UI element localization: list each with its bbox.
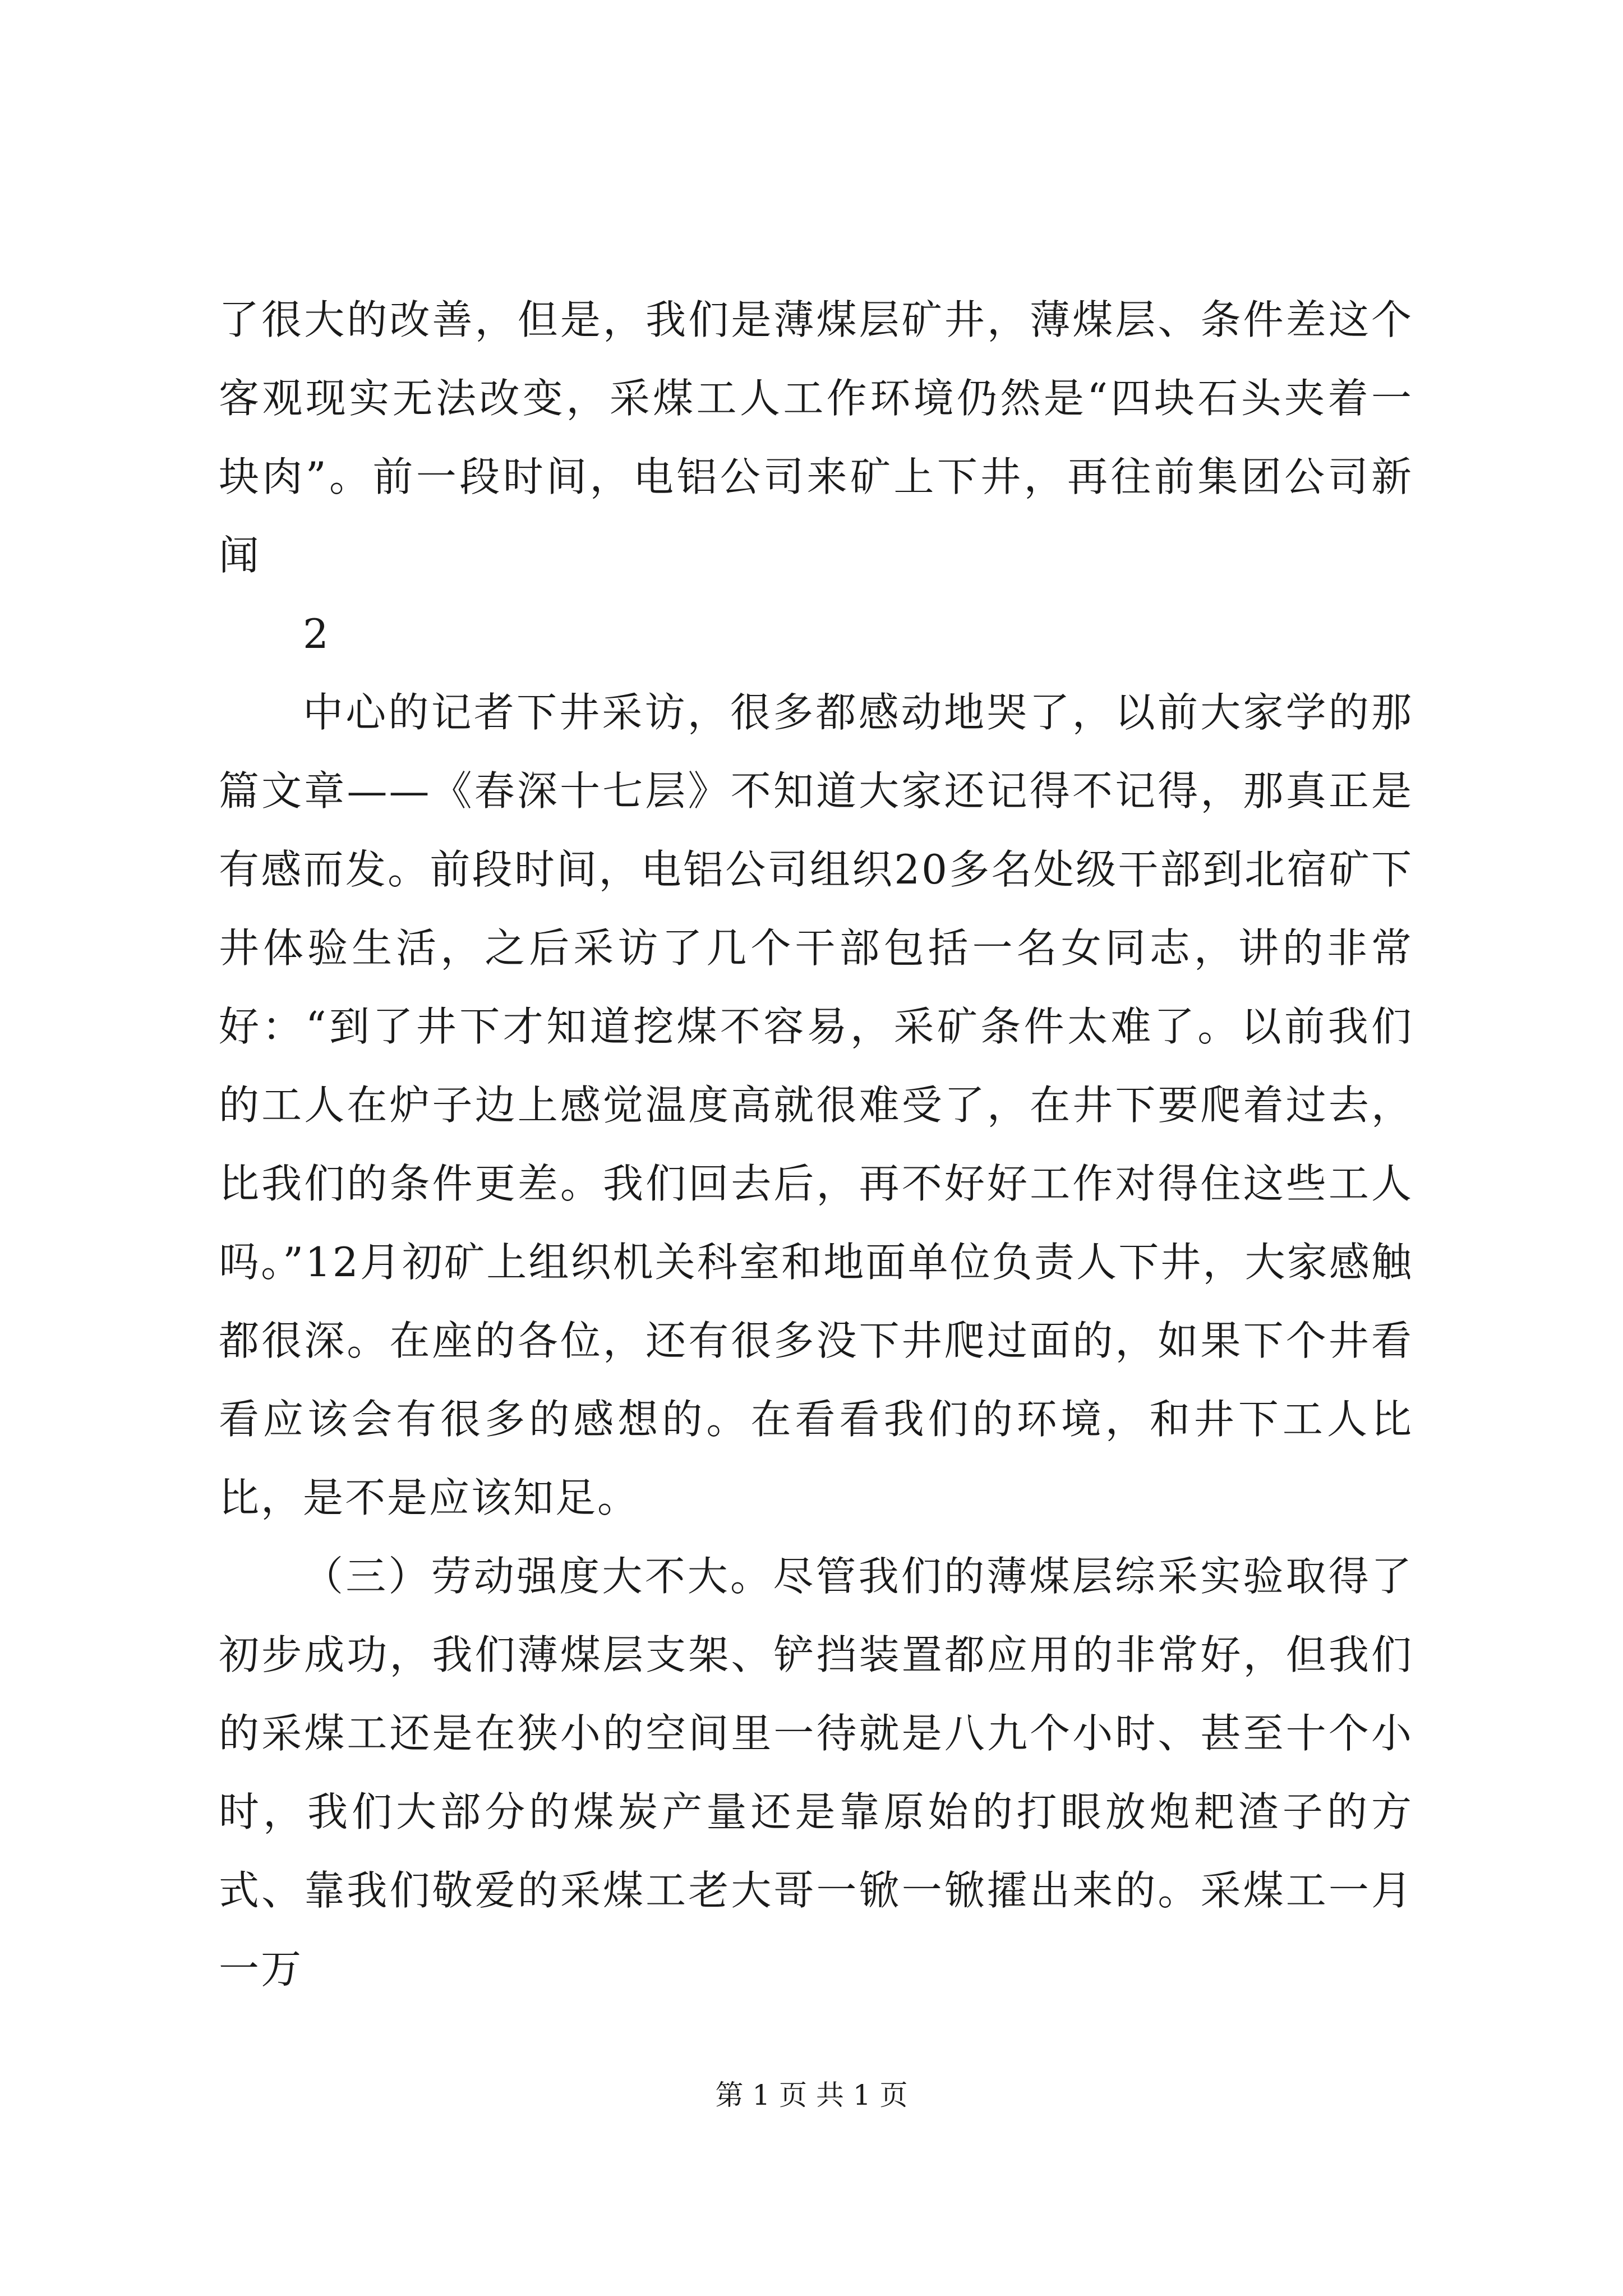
inline-page-number: 2 <box>303 610 329 657</box>
paragraph-labor-intensity: （三）劳动强度大不大。尽管我们的薄煤层综采实验取得了初步成功，我们薄煤层支架、铲挡装置都应用的非常好，但我们的采煤工还是在狭小的空间里一待就是八九个小时、甚至十个小时，我们大部分的煤炭产量还是靠原始的打眼放炮耙渣子的方式、靠我们敬爱的采煤工老大哥一锨一锨攉出来的。采煤工一月一万 <box>219 1553 1413 1993</box>
page-footer: 第 1 页 共 1 页 <box>715 2079 908 2111</box>
paragraph-continued: 了很大的改善，但是，我们是薄煤层矿井，薄煤层、条件差这个客观现实无法改变，采煤工人工作环境仍然是“四块石头夹着一块肉”。前一段时间，电铝公司来矿上下井，再往前集团公司新闻 <box>219 296 1413 579</box>
document-body <box>219 280 1413 2008</box>
paragraph-reporters: 中心的记者下井采访，很多都感动地哭了，以前大家学的那篇文章——《春深十七层》不知道大家还记得不记得，那真正是有感而发。前段时间，电铝公司组织20多名处级干部到北宿矿下井体验生活，之后采访了几个干部包括一名女同志，讲的非常好：“到了井下才知道挖煤不容易，采矿条件太难了。以前我们的工人在炉子边上感觉温度高就很难受了，在井下要爬着过去，比我们的条件更差。我们回去后，再不好好工作对得住这些工人吗。”12月初矿上组织机关科室和地面单位负责人下井，大家感触都很深。在座的各位，还有很多没下井爬过面的，如果下个井看看应该会有很多的感想的。在看看我们的环境，和井下工人比比，是不是应该知足。 <box>219 689 1413 1521</box>
